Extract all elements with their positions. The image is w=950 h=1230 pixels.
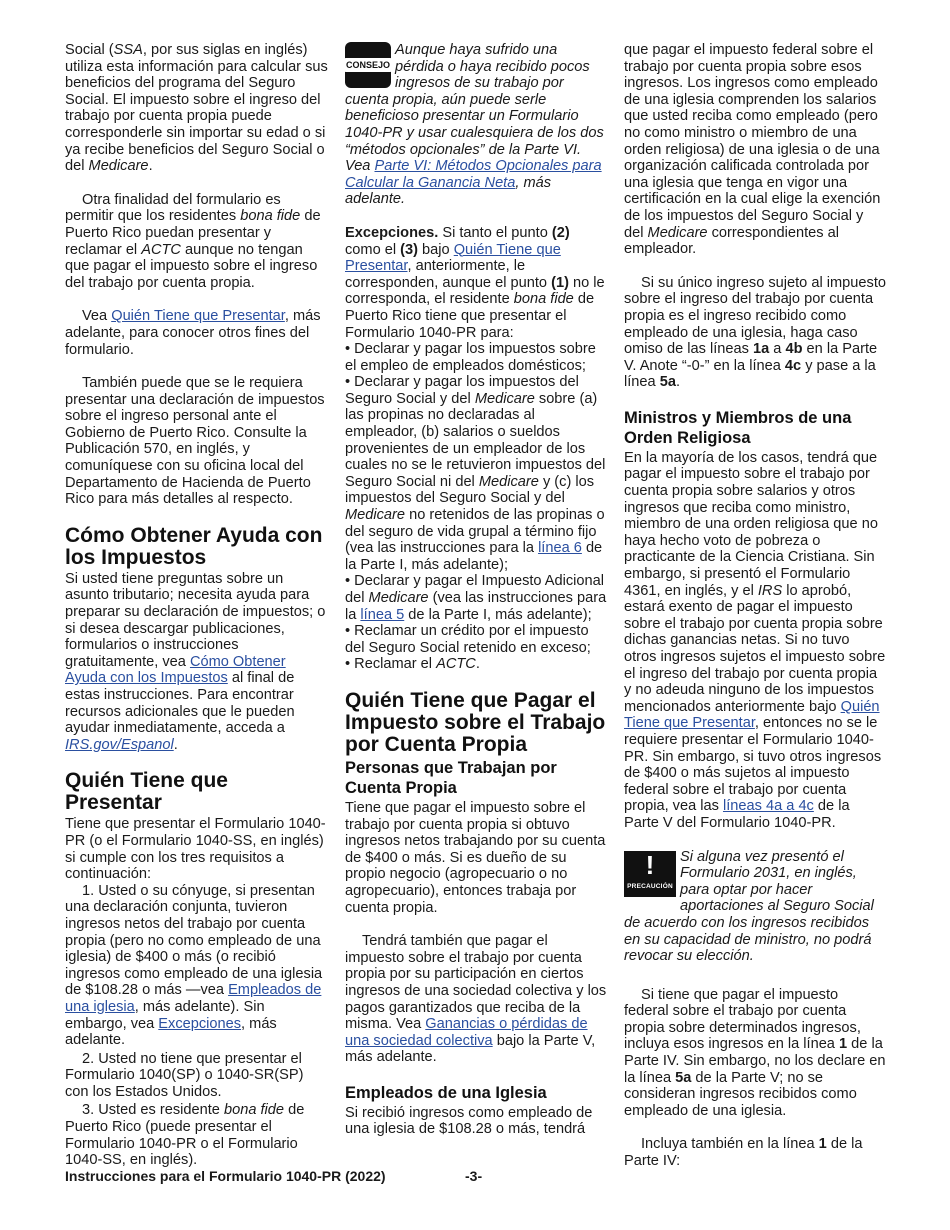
paragraph: Tiene que pagar el impuesto sobre el trabajo por cuenta propia si obtuvo ingresos netos trabajando por su cuenta de $400 o más. Si es dueño de su propio negocio (agropecuario o no agropecuario), entonces trabaja por cuenta propia.	[345, 799, 606, 916]
paragraph-excepciones: Excepciones. Si tanto el punto (2) como el (3) bajo Quién Tiene que Presentar, anteriormente, le corresponden, aunque el punto (1) no le corresponda, el residente bona fide de Puerto Rico tiene que presentar el Formulario 1040-PR para:	[345, 224, 605, 341]
heading-empleados-iglesia: Empleados de una Iglesia	[345, 1083, 547, 1102]
link-linea-5[interactable]: línea 5	[360, 606, 405, 623]
paragraph: que pagar el impuesto federal sobre el trabajo por cuenta propia sobre esos ingresos. Los ingresos como empleado de una iglesia comprenden los salarios que usted reciba como empleado (pero no como ministro o miembro de una orden religiosa) de una iglesia o de una organización calificada controlada por una iglesia que tenga en vigor una certificación en la cual elige la exención de los impuestos del Seguro Social y del Medicare correspondientes al empleador.	[624, 42, 881, 258]
heading-quien-tiene-que-pagar: Quién Tiene que Pagar el Impuesto sobre el Trabajo por Cuenta Propia	[345, 688, 606, 756]
page-number: -3-	[465, 1168, 483, 1184]
link-parte-vi-metodos-opcionales[interactable]: Parte VI: Métodos Opcionales para Calcular la Ganancia Neta	[345, 158, 602, 191]
heading-personas-cuenta-propia: Personas que Trabajan por Cuenta Propia	[345, 758, 557, 797]
excepciones-list	[345, 341, 608, 673]
link-ganancias-sociedad-colectiva[interactable]: Ganancias o pérdidas de una sociedad colectiva	[345, 1016, 588, 1049]
column-1	[65, 42, 330, 1171]
warning-icon: !	[645, 850, 655, 881]
list-item: • Declarar y pagar el Impuesto Adicional del Medicare (vea las instrucciones para la línea 5 de la Parte I, más adelante);	[345, 573, 608, 623]
paragraph: Tiene que presentar el Formulario 1040-PR (o el Formulario 1040-SS, en inglés) si cumple con los tres requisitos a continuación:	[65, 816, 326, 883]
list-item: • Declarar y pagar los impuestos del Seguro Social y del Medicare sobre (a) las propinas no declaradas al empleador, (b) salarios o sueldos provenientes de un empleador de los cuales no se le retuvieron impuestos del Seguro Social ni del Medicare y (c) los impuestos del Seguro Social y del Medicare no retenidos de las propinas o del seguro de vida grupal a término fijo (vea las instrucciones para la línea 6 de la Parte I, más adelante);	[345, 374, 608, 573]
link-excepciones[interactable]: Excepciones	[158, 1015, 242, 1032]
consejo-icon: CONSEJO	[345, 42, 391, 88]
paragraph: Vea Quién Tiene que Presentar, más adelante, para conocer otros fines del formulario.	[65, 308, 321, 358]
paragraph: Si recibió ingresos como empleado de una iglesia de $108.28 o más, tendrá	[345, 1104, 593, 1138]
tip-box: CONSEJO Aunque haya sufrido una pérdida o haya recibido pocos ingresos de su trabajo por cuenta propia, aún puede serle beneficioso presentar un Formulario 1040-PR y usar cualesquiera de los dos “métodos opcionales” de la Parte VI. Vea Parte VI: Métodos Opcionales para Calcular la Ganancia Neta, más adelante.	[345, 42, 604, 208]
paragraph: En la mayoría de los casos, tendrá que pagar el impuesto sobre el trabajo por cuenta propia sobre salarios y otros ingresos que reciba como ministro, miembro de una orden religiosa que no haya hecho voto de pobreza o practicante de la Ciencia Cristiana. Sin embargo, si presentó el Formulario 4361, en inglés, y el IRS lo aprobó, estará exento de pagar el impuesto sobre el trabajo por cuenta propia sobre dichas ganancias netas. Si no tuvo otros ingresos sujetos el impuesto sobre el ingreso del trabajo por cuenta propia y no adeuda ninguno de los impuestos mencionados anteriormente bajo Quién Tiene que Presentar, entonces no se le requiere presentar el Formulario 1040-PR. Sin embargo, si tuvo otros ingresos de $400 o más sujetos al impuesto federal sobre el trabajo por cuenta propia, vea las líneas 4a a 4c de la Parte V del Formulario 1040-PR.	[624, 449, 886, 831]
paragraph: Otra finalidad del formulario es permitir que los residentes bona fide de Puerto Rico puedan presentar y reclamar el ACTC aunque no tengan que pagar el impuesto sobre el ingreso del trabajo por cuenta propia.	[65, 191, 321, 291]
heading-quien-tiene-que-presentar: Quién Tiene que Presentar	[65, 769, 228, 815]
paragraph: Social (SSA, por sus siglas en inglés) utiliza esta información para calcular sus beneficios del programa del Seguro Social. El impuesto sobre el ingreso del trabajo por cuenta propia puede corresponderle sin importar su edad o si ya recibe beneficios del Seguro Social o del Medicare.	[65, 42, 328, 175]
list-item: • Declarar y pagar los impuestos sobre el empleo de empleados domésticos;	[345, 341, 608, 374]
paragraph: Si usted tiene preguntas sobre un asunto tributario; necesita ayuda para preparar su declaración de impuestos; o si desea descargar publicaciones, formularios o instrucciones gratuitamente, vea Cómo Obtener Ayuda con los Impuestos al final de estas instrucciones. Para encontrar recursos adicionales que le pueden ayudar inmediatamente, acceda a IRS.gov/Espanol.	[65, 570, 326, 753]
paragraph: Tendrá también que pagar el impuesto sobre el trabajo por cuenta propia por su participación en ciertos ingresos de una sociedad colectiva y los pagos garantizados que reciba de la misma. Vea Ganancias o pérdidas de una sociedad colectiva bajo la Parte V, más adelante.	[345, 933, 607, 1066]
link-empleados-de-una-iglesia[interactable]: Empleados de una iglesia	[65, 982, 322, 1015]
paragraph: Incluya también en la línea 1 de la Parte IV:	[624, 1136, 863, 1170]
paragraph: Si tiene que pagar el impuesto federal sobre el trabajo por cuenta propia sobre determinados ingresos, incluya esos ingresos en la línea 1 de la Parte IV. Sin embargo, no los declare en la línea 5a de la Parte V; no se consideran ingresos recibidos como empleado de una iglesia.	[624, 986, 886, 1119]
caution-box: ! PRECAUCIÓN Si alguna vez presentó el Formulario 2031, en inglés, para optar por hacer aportaciones al Seguro Social de acuerdo con los ingresos recibidos en su capacidad de ministro, no podrá revocar su elección.	[624, 848, 874, 965]
link-lineas-4a-4c[interactable]: líneas 4a a 4c	[722, 798, 814, 815]
link-quien-tiene-que-presentar[interactable]: Quién Tiene que Presentar	[345, 241, 561, 275]
list-item: 1. Usted o su cónyuge, si presentan una declaración conjunta, tuvieron ingresos netos del trabajo por cuenta propia (pero no como empleado de una iglesia) de $400 o más (o recibió ingresos como empleado de una iglesia de $108.28 o más —vea Empleados de una iglesia, más adelante). Sin embargo, vea Excepciones, más adelante.	[65, 882, 323, 1049]
requirements-list	[65, 883, 330, 1169]
heading-ministros: Ministros y Miembros de una Orden Religiosa	[624, 408, 852, 447]
link-quien-tiene-que-presentar[interactable]: Quién Tiene que Presentar	[624, 698, 880, 732]
caution-icon: ! PRECAUCIÓN	[624, 851, 676, 897]
link-como-obtener-ayuda[interactable]: Cómo Obtener Ayuda con los Impuestos	[65, 653, 286, 687]
paragraph: También puede que se le requiera presentar una declaración de impuestos sobre el ingreso personal ante el Gobierno de Puerto Rico. Consulte la Publicación 570, en inglés, y comuníquese con su oficina local del Departamento de Hacienda de Puerto Rico para más detalles al respecto.	[65, 375, 325, 508]
list-item: 3. Usted es residente bona fide de Puerto Rico (puede presentar el Formulario 1040-PR o el Formulario 1040-SS, en inglés).	[65, 1102, 305, 1169]
paragraph: Si su único ingreso sujeto al impuesto sobre el ingreso del trabajo por cuenta propia es el ingreso recibido como empleado de una iglesia, haga caso omiso de las líneas 1a a 4b en la Parte V. Anote “-0-” en la línea 4c y pase a la línea 5a.	[624, 274, 886, 391]
heading-como-obtener-ayuda: Cómo Obtener Ayuda con los Impuestos	[65, 523, 323, 569]
list-item: 2. Usted no tiene que presentar el Formulario 1040(SP) o 1040-SR(SP) con los Estados Unidos.	[65, 1050, 304, 1100]
link-linea-6[interactable]: línea 6	[538, 540, 582, 557]
column-3	[624, 42, 886, 1187]
list-item: • Reclamar un crédito por el impuesto del Seguro Social retenido en exceso;	[345, 623, 608, 656]
column-2	[345, 42, 608, 1155]
list-item: • Reclamar el ACTC.	[345, 656, 608, 673]
link-quien-tiene-que-presentar[interactable]: Quién Tiene que Presentar	[111, 308, 285, 325]
link-irs-gov-espanol[interactable]: IRS.gov/Espanol	[65, 736, 174, 753]
footer-title: Instrucciones para el Formulario 1040-PR (2022)	[65, 1168, 386, 1184]
